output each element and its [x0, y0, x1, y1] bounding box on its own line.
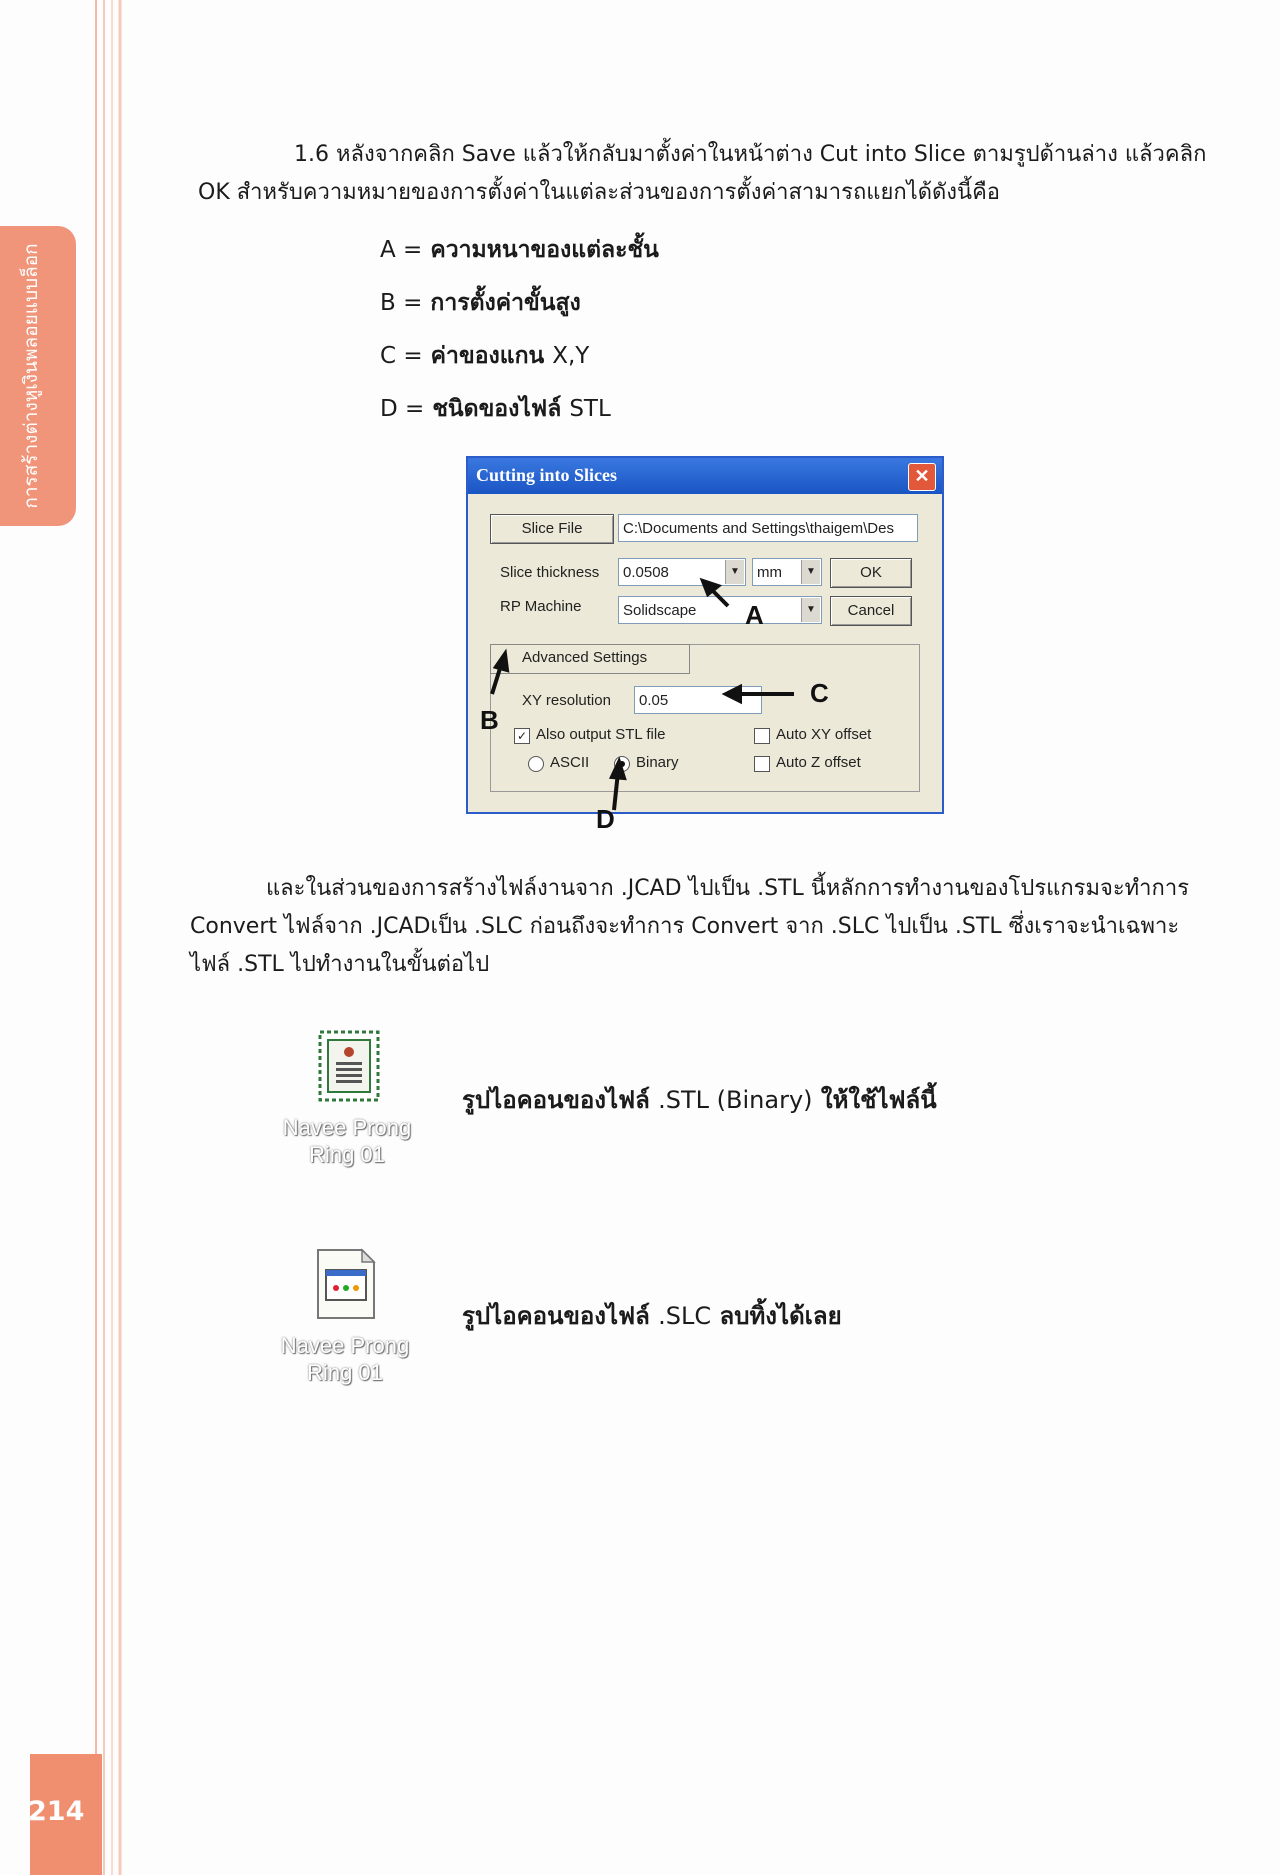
definition-value: ค่าของแกน: [430, 343, 545, 369]
ascii-label: ASCII: [550, 754, 590, 771]
advanced-settings-label: Advanced Settings: [522, 649, 648, 666]
intro-paragraph: 1.6 หลังจากคลิก Save แล้วให้กลับมาตั้งค่าในหน้าต่าง Cut into Slice ตามรูปด้านล่าง แล้วคลิก OK สำหรับความหมายของการตั้งค่าในแต่ละส่วนของการตั้งค่าสามารถแยกได้ดังนี้คือ: [198, 142, 1207, 205]
section-title: การสร้างต่างหูเงินพลอยแบบล็อก: [20, 243, 42, 509]
icon-desc-prefix: รูปไอคอนของไฟล์: [462, 1302, 650, 1330]
rp-machine-value: Solidscape: [623, 602, 697, 619]
slice-thickness-value: 0.0508: [623, 564, 669, 581]
slice-thickness-label: Slice thickness: [500, 564, 600, 581]
dialog-title: Cutting into Slices: [476, 465, 618, 485]
definition-suffix: STL: [569, 396, 611, 422]
stl-file-name[interactable]: [272, 1114, 422, 1168]
slice-file-button[interactable]: Slice File: [490, 514, 614, 544]
dialog-titlebar: [468, 458, 942, 494]
marker-a: A: [745, 600, 764, 630]
definition-key: C =: [380, 343, 423, 369]
icon-desc-ext: .STL (Binary): [658, 1086, 813, 1114]
definition-key: D =: [380, 396, 425, 422]
annotation-arrows: [470, 570, 830, 830]
file-name-line: Navee Prong: [282, 1115, 412, 1140]
file-name-line: Navee Prong: [280, 1333, 410, 1358]
slc-file-icon: [316, 1248, 378, 1320]
slc-file-name[interactable]: [270, 1332, 420, 1386]
slc-icon-description: [462, 1296, 842, 1335]
slice-file-path-field[interactable]: C:\Documents and Settings\thaigem\Des: [618, 514, 918, 542]
arrow-c-head: [726, 687, 740, 701]
file-name-line: Ring 01: [307, 1360, 383, 1385]
rp-machine-label: RP Machine: [500, 598, 582, 615]
also-output-stl-checkbox[interactable]: ✓: [514, 728, 530, 744]
definition-value: ความหนาของแต่ละชั้น: [430, 237, 659, 263]
definition-a: [380, 232, 659, 268]
definition-key: A =: [380, 237, 423, 263]
definition-b: [380, 285, 581, 321]
page-number: 214: [28, 1796, 85, 1827]
also-output-stl-label: Also output STL file: [536, 726, 666, 743]
chevron-down-icon: ▼: [801, 560, 820, 584]
auto-z-offset-label: Auto Z offset: [776, 754, 861, 771]
arrow-d-head: [612, 762, 624, 778]
close-icon[interactable]: ✕: [908, 463, 936, 491]
marker-c: C: [810, 678, 829, 708]
unit-value: mm: [757, 564, 782, 581]
stl-file-icon: [318, 1030, 382, 1102]
explanation-paragraph: และในส่วนของการสร้างไฟล์งานจาก .JCAD ไปเป็น .STL นี้หลักการทำงานของโปรแกรมจะทำการ Convert ไฟล์จาก .JCADเป็น .SLC ก่อนถึงจะทำการ Convert จาก .SLC ไปเป็น .STL ซึ่งเราจะนำเฉพาะไฟล์ .STL ไปทำงานในขั้นต่อไป: [190, 876, 1190, 977]
chevron-down-icon: ▼: [801, 598, 820, 622]
icon-desc-suffix: ลบทิ้งได้เลย: [719, 1302, 842, 1330]
marker-d: D: [596, 804, 615, 834]
definition-value: การตั้งค่าขั้นสูง: [430, 290, 581, 316]
stl-icon-description: [462, 1080, 937, 1119]
definition-value: ชนิดของไฟล์: [432, 396, 562, 422]
arrow-b-head: [496, 654, 507, 670]
icon-desc-suffix: ให้ใช้ไฟล์นี้: [820, 1086, 937, 1114]
binary-label: Binary: [636, 754, 679, 771]
auto-xy-offset-label: Auto XY offset: [776, 726, 872, 743]
chevron-down-icon: ▼: [725, 560, 744, 584]
definition-d: [380, 391, 611, 427]
icon-desc-ext: .SLC: [658, 1302, 712, 1330]
cancel-button[interactable]: Cancel: [830, 596, 912, 626]
xy-resolution-label: XY resolution: [522, 692, 611, 709]
ok-button[interactable]: OK: [830, 558, 912, 588]
definition-suffix: X,Y: [552, 343, 590, 369]
icon-desc-prefix: รูปไอคอนของไฟล์: [462, 1086, 650, 1114]
xy-resolution-field[interactable]: 0.05: [634, 686, 762, 714]
definition-c: [380, 338, 589, 374]
marker-b: B: [480, 705, 499, 735]
file-name-line: Ring 01: [309, 1142, 385, 1167]
definition-key: B =: [380, 290, 423, 316]
